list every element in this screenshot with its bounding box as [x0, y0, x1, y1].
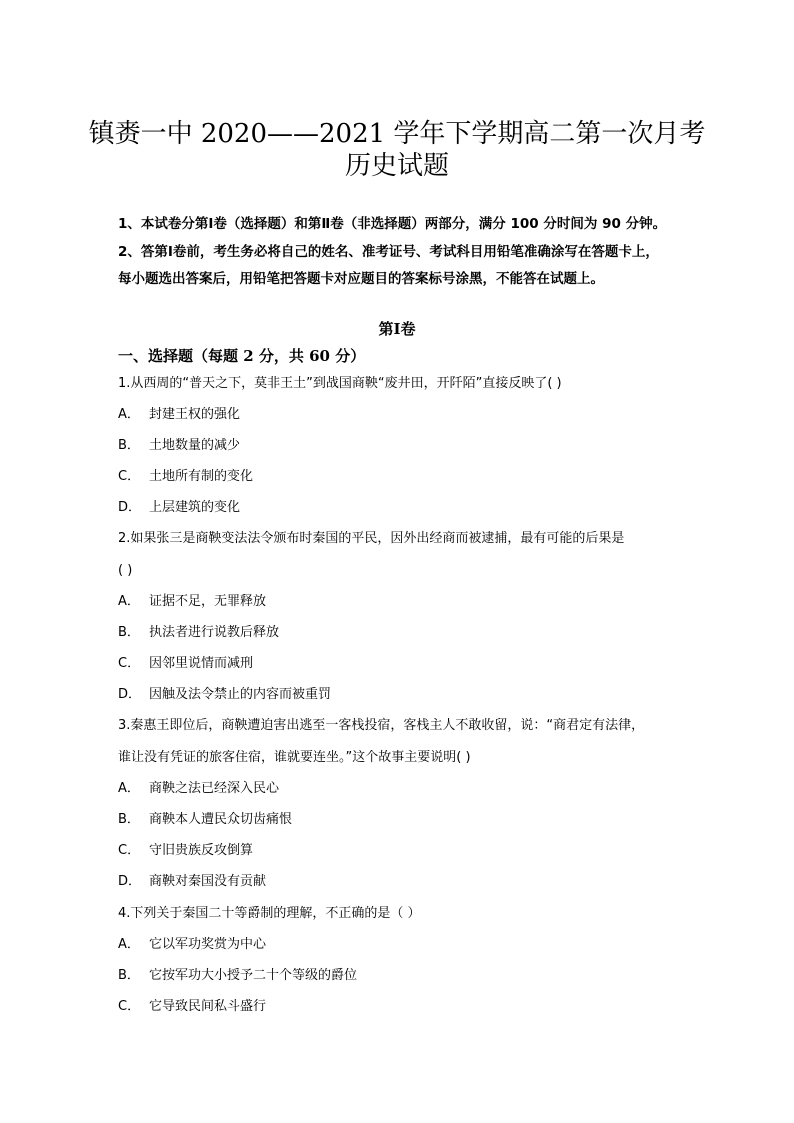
answer-option — [118, 467, 678, 487]
option-text: 商鞅之法已经深入民心 — [149, 781, 280, 796]
option-text: 上层建筑的变化 — [149, 500, 241, 515]
answer-option — [118, 779, 678, 799]
option-text: 它以军功奖赏为中心 — [149, 937, 267, 952]
answer-option — [118, 623, 678, 643]
answer-option — [118, 966, 678, 986]
section-title: 一、选择题（每题 2 分，共 60 分） — [118, 347, 366, 365]
answer-option — [118, 405, 678, 425]
notice-line-1: 1、本试卷分第Ⅰ卷（选择题）和第Ⅱ卷（非选择题）两部分，满分 100 分时间为 90 分钟。 — [118, 216, 667, 232]
option-text: 因触及法令禁止的内容而被重罚 — [149, 687, 332, 702]
answer-option — [118, 436, 678, 456]
option-text: 守旧贵族反攻倒算 — [149, 843, 254, 858]
answer-option — [118, 872, 678, 892]
option-text: 商鞅本人遭民众切齿痛恨 — [149, 812, 293, 827]
answer-option — [118, 810, 678, 830]
answer-option — [118, 654, 678, 674]
option-text: 商鞅对秦国没有贡献 — [149, 874, 267, 889]
answer-option — [118, 685, 678, 705]
option-letter: A． — [118, 937, 140, 952]
option-letter: B． — [118, 438, 140, 453]
option-text: 执法者进行说教后释放 — [149, 625, 280, 640]
question-stem-continued: 谁让没有凭证的旅客住宿，谁就要连坐。”这个故事主要说明( ) — [118, 750, 471, 765]
answer-option — [118, 997, 678, 1017]
volume-title: 第Ⅰ卷 — [378, 320, 416, 338]
question-stem: 2.如果张三是商鞅变法法令颁布时秦国的平民，因外出经商而被逮捕，最有可能的后果是 — [118, 531, 625, 546]
option-letter: B． — [118, 968, 140, 983]
notice-line-3: 每小题选出答案后，用铅笔把答题卡对应题目的答案标号涂黑，不能答在试题上。 — [118, 271, 604, 287]
notice-line-2: 2、答第Ⅰ卷前，考生务必将自己的姓名、准考证号、考试科目用铅笔准确涂写在答题卡上， — [118, 244, 659, 260]
option-letter: C． — [118, 999, 141, 1014]
exam-title: 镇赉一中 2020——2021 学年下学期高二第一次月考 — [88, 119, 706, 149]
option-text: 证据不足，无罪释放 — [149, 594, 267, 609]
option-letter: A． — [118, 781, 140, 796]
option-letter: B． — [118, 625, 140, 640]
answer-option — [118, 592, 678, 612]
option-text: 因邻里说情而减刑 — [149, 656, 254, 671]
option-letter: B． — [118, 812, 140, 827]
question-stem: 4.下列关于秦国二十等爵制的理解，不正确的是（ ） — [118, 906, 421, 921]
option-letter: C． — [118, 469, 141, 484]
answer-option — [118, 498, 678, 518]
option-letter: D． — [118, 500, 142, 515]
exam-subject-title: 历史试题 — [344, 151, 449, 181]
option-text: 它导致民间私斗盛行 — [149, 999, 267, 1014]
option-text: 它按军功大小授予二十个等级的爵位 — [149, 968, 358, 983]
option-text: 土地数量的减少 — [149, 438, 241, 453]
option-letter: D． — [118, 874, 142, 889]
option-letter: A． — [118, 407, 140, 422]
answer-option — [118, 841, 678, 861]
question-stem-continued: ( ) — [118, 563, 133, 578]
question-stem: 3.秦惠王即位后，商鞅遭迫害出逃至一客栈投宿，客栈主人不敢收留，说：“商君定有法律， — [118, 718, 645, 733]
question-stem: 1.从西周的“普天之下，莫非王土”到战国商鞅“废井田，开阡陌”直接反映了( ) — [118, 376, 562, 391]
answer-option — [118, 935, 678, 955]
option-text: 土地所有制的变化 — [149, 469, 254, 484]
option-letter: D． — [118, 687, 142, 702]
option-letter: A． — [118, 594, 140, 609]
option-letter: C． — [118, 656, 141, 671]
option-text: 封建王权的强化 — [149, 407, 241, 422]
option-letter: C． — [118, 843, 141, 858]
